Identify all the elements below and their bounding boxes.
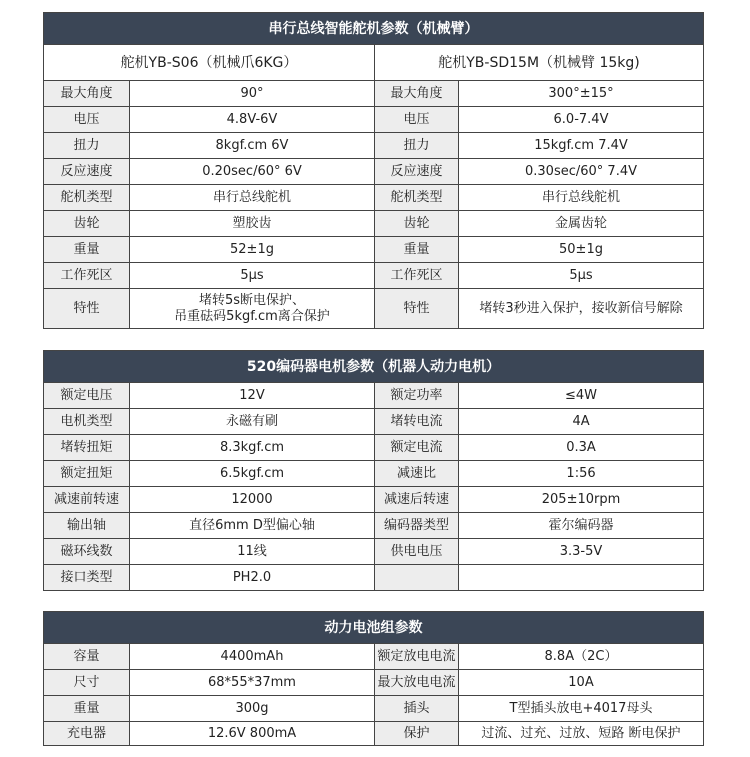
row-label: 重量 bbox=[44, 237, 130, 263]
row-value: 12000 bbox=[130, 487, 375, 513]
row-value: 68*55*37mm bbox=[130, 670, 375, 696]
table-row bbox=[44, 461, 704, 487]
row-label: 齿轮 bbox=[44, 211, 130, 237]
row-label: 堵转扭矩 bbox=[44, 435, 130, 461]
row-value: 3.3-5V bbox=[459, 539, 704, 565]
table-row bbox=[44, 539, 704, 565]
row-value: 6.0-7.4V bbox=[459, 107, 704, 133]
row-label: 额定功率 bbox=[375, 383, 459, 409]
row-label: 电压 bbox=[44, 107, 130, 133]
table-row bbox=[44, 289, 704, 329]
feature-line: 堵转5s断电保护、 bbox=[198, 292, 306, 308]
row-label: 电压 bbox=[375, 107, 459, 133]
row-value bbox=[130, 289, 375, 329]
row-label: 插头 bbox=[375, 696, 459, 722]
table-row bbox=[44, 211, 704, 237]
battery-table-title: 动力电池组参数 bbox=[44, 612, 704, 644]
row-label: 接口类型 bbox=[44, 565, 130, 591]
row-value: 串行总线舵机 bbox=[459, 185, 704, 211]
row-label: 尺寸 bbox=[44, 670, 130, 696]
row-value: 5μs bbox=[459, 263, 704, 289]
row-value: 过流、过充、过放、短路 断电保护 bbox=[459, 722, 704, 746]
row-label: 反应速度 bbox=[375, 159, 459, 185]
row-value: 8.8A（2C） bbox=[459, 644, 704, 670]
row-label: 特性 bbox=[44, 289, 130, 329]
row-value bbox=[459, 565, 704, 591]
row-value: T型插头放电+4017母头 bbox=[459, 696, 704, 722]
row-label: 反应速度 bbox=[44, 159, 130, 185]
row-value: 金属齿轮 bbox=[459, 211, 704, 237]
row-value: 4400mAh bbox=[130, 644, 375, 670]
table-row bbox=[44, 383, 704, 409]
table-row bbox=[44, 159, 704, 185]
row-label: 减速比 bbox=[375, 461, 459, 487]
table-row bbox=[44, 435, 704, 461]
table-row bbox=[44, 133, 704, 159]
row-label: 齿轮 bbox=[375, 211, 459, 237]
row-value: 11线 bbox=[130, 539, 375, 565]
row-value: 8.3kgf.cm bbox=[130, 435, 375, 461]
row-value: 300°±15° bbox=[459, 81, 704, 107]
feature-line: 吊重砝码5kgf.cm离合保护 bbox=[174, 308, 330, 324]
row-label: 容量 bbox=[44, 644, 130, 670]
table-row bbox=[44, 237, 704, 263]
row-label: 最大角度 bbox=[375, 81, 459, 107]
motor-table-title: 520编码器电机参数（机器人动力电机） bbox=[44, 351, 704, 383]
table-row bbox=[44, 107, 704, 133]
row-value: 52±1g bbox=[130, 237, 375, 263]
table-row bbox=[44, 644, 704, 670]
row-label: 重量 bbox=[375, 237, 459, 263]
row-label: 重量 bbox=[44, 696, 130, 722]
row-value: 50±1g bbox=[459, 237, 704, 263]
table-row bbox=[44, 696, 704, 722]
row-value: ≤4W bbox=[459, 383, 704, 409]
battery-spec-table bbox=[43, 611, 704, 746]
row-label bbox=[375, 565, 459, 591]
table-row bbox=[44, 565, 704, 591]
row-label: 输出轴 bbox=[44, 513, 130, 539]
row-value: 堵转3秒进入保护，接收新信号解除 bbox=[459, 289, 704, 329]
servo-table-title: 串行总线智能舵机参数（机械臂） bbox=[44, 13, 704, 45]
row-value: 6.5kgf.cm bbox=[130, 461, 375, 487]
row-label: 磁环线数 bbox=[44, 539, 130, 565]
row-label: 编码器类型 bbox=[375, 513, 459, 539]
servo-right-header: 舵机YB-SD15M（机械臂 15kg) bbox=[375, 45, 704, 81]
row-value: 8kgf.cm 6V bbox=[130, 133, 375, 159]
table-row bbox=[44, 670, 704, 696]
row-label: 减速前转速 bbox=[44, 487, 130, 513]
row-value: 15kgf.cm 7.4V bbox=[459, 133, 704, 159]
table-row bbox=[44, 513, 704, 539]
row-value: 永磁有刷 bbox=[130, 409, 375, 435]
row-value: 4A bbox=[459, 409, 704, 435]
row-label: 充电器 bbox=[44, 722, 130, 746]
row-value: 0.30sec/60° 7.4V bbox=[459, 159, 704, 185]
row-label: 减速后转速 bbox=[375, 487, 459, 513]
row-label: 堵转电流 bbox=[375, 409, 459, 435]
servo-spec-table bbox=[43, 12, 704, 329]
row-label: 额定电流 bbox=[375, 435, 459, 461]
row-label: 工作死区 bbox=[44, 263, 130, 289]
row-label: 舵机类型 bbox=[44, 185, 130, 211]
row-value: 300g bbox=[130, 696, 375, 722]
row-value: 90° bbox=[130, 81, 375, 107]
table-row bbox=[44, 487, 704, 513]
table-row bbox=[44, 81, 704, 107]
row-value: 205±10rpm bbox=[459, 487, 704, 513]
motor-spec-table bbox=[43, 350, 704, 591]
row-label: 保护 bbox=[375, 722, 459, 746]
row-label: 最大角度 bbox=[44, 81, 130, 107]
table-row bbox=[44, 263, 704, 289]
row-value: 串行总线舵机 bbox=[130, 185, 375, 211]
row-value: 霍尔编码器 bbox=[459, 513, 704, 539]
row-label: 额定放电电流 bbox=[375, 644, 459, 670]
row-value: 塑胶齿 bbox=[130, 211, 375, 237]
row-label: 舵机类型 bbox=[375, 185, 459, 211]
row-value: 直径6mm D型偏心轴 bbox=[130, 513, 375, 539]
row-label: 额定扭矩 bbox=[44, 461, 130, 487]
row-value: PH2.0 bbox=[130, 565, 375, 591]
row-label: 工作死区 bbox=[375, 263, 459, 289]
table-row bbox=[44, 722, 704, 746]
row-value: 12V bbox=[130, 383, 375, 409]
row-value: 4.8V-6V bbox=[130, 107, 375, 133]
row-label: 特性 bbox=[375, 289, 459, 329]
row-value: 1:56 bbox=[459, 461, 704, 487]
row-label: 扭力 bbox=[44, 133, 130, 159]
row-value: 0.3A bbox=[459, 435, 704, 461]
table-row bbox=[44, 185, 704, 211]
row-label: 额定电压 bbox=[44, 383, 130, 409]
row-value: 0.20sec/60° 6V bbox=[130, 159, 375, 185]
row-label: 扭力 bbox=[375, 133, 459, 159]
row-label: 供电电压 bbox=[375, 539, 459, 565]
row-value: 10A bbox=[459, 670, 704, 696]
row-label: 电机类型 bbox=[44, 409, 130, 435]
servo-left-header: 舵机YB-S06（机械爪6KG） bbox=[44, 45, 375, 81]
table-row bbox=[44, 409, 704, 435]
row-value: 12.6V 800mA bbox=[130, 722, 375, 746]
row-label: 最大放电电流 bbox=[375, 670, 459, 696]
row-value: 5μs bbox=[130, 263, 375, 289]
